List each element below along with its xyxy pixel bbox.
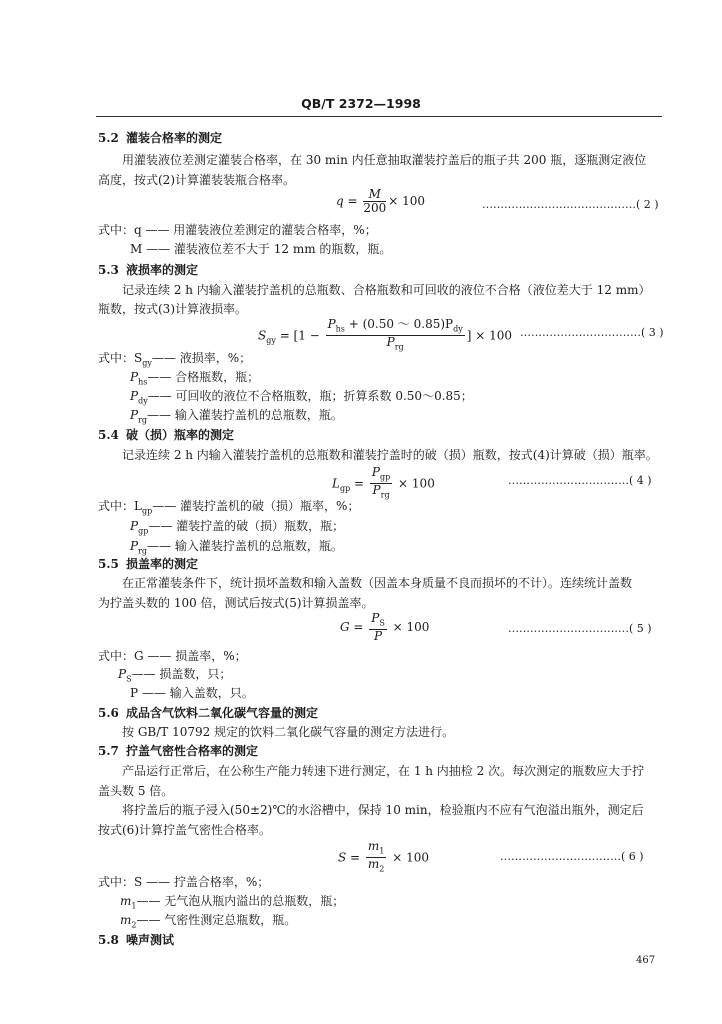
definition-Prg-2: $P_{rg}——$ 输入灌装拧盖机的总瓶数，瓶。 (130, 539, 343, 556)
section-5-2-paragraph-cont: 高度，按式(2)计算灌装装瓶合格率。 (98, 173, 295, 187)
section-5-2-heading: 5.2 灌装合格率的测定 (98, 131, 223, 145)
formula-5: G = $\frac{P_S}{P}$ × 100 (340, 611, 430, 644)
section-5-7-paragraph-2-cont: 按式(6)计算拧盖气密性合格率。 (98, 823, 271, 837)
page-number: 467 (636, 955, 656, 966)
equation-number-2: ……………………………………( 2 ) (482, 198, 659, 211)
definition-q: 式中：q —— 用灌装液位差测定的灌装合格率，%； (98, 223, 377, 237)
section-5-6-paragraph: 按 GB/T 10792 规定的饮料二氧化碳气容量的测定方法进行。 (122, 725, 455, 739)
section-5-3-paragraph: 记录连续 2 h 内输入灌装拧盖机的总瓶数、合格瓶数和可回收的液位不合格（液位差大于 12 mm） (122, 283, 651, 297)
equation-number-4: ……………………………( 4 ) (508, 474, 652, 487)
formula-3: $S_{gy} = [1$ − $\frac{P_{hs} + (0.50 \sim 0.85)P_{dy}}{P_{rg}}$ ] × 100 (258, 317, 513, 352)
section-5-3-heading: 5.3 液损率的测定 (98, 263, 199, 277)
definition-G: 式中：G —— 损盖率，%； (98, 649, 247, 663)
section-5-7-paragraph: 产品运行正常后，在公称生产能力转速下进行测定，在 1 h 内抽检 2 次。每次测定的瓶数应大于拧 (122, 764, 645, 778)
definition-Pgp: $P_{gp}——$ 灌装拧盖的破（损）瓶数，瓶； (130, 519, 345, 536)
definition-M: M —— 灌装液位差不大于 12 mm 的瓶数，瓶。 (130, 242, 392, 256)
section-5-5-paragraph-cont: 为拧盖头数的 100 倍，测试后按式(5)计算损盖率。 (98, 596, 374, 610)
section-5-7-heading: 5.7 拧盖气密性合格率的测定 (98, 744, 259, 758)
formula-4: $L_{gp}$ = $\frac{P_{gp}}{P_{rg}}$ × 100 (332, 465, 435, 500)
definition-S: 式中：S —— 拧盖合格率，%； (98, 875, 270, 889)
definition-Lgp: 式中：$L_{gp}——$ 灌装拧盖机的破（损）瓶率，%； (98, 499, 360, 516)
definition-m1: $m_1——$ 无气泡从瓶内溢出的总瓶数，瓶； (120, 894, 345, 911)
page-header: QB/T 2372—1998 (301, 96, 421, 111)
section-5-7-paragraph-cont: 盖头数 5 倍。 (98, 784, 174, 798)
equation-number-3: ……………………………( 3 ) (520, 326, 664, 339)
definition-P: P —— 输入盖数，只。 (130, 686, 254, 700)
section-5-5-paragraph: 在正常灌装条件下，统计损坏盖数和输入盖数（因盖本身质量不良而损坏的不计）。连续统计盖数 (122, 576, 633, 590)
section-5-8-heading: 5.8 噪声测试 (98, 933, 175, 947)
section-5-6-heading: 5.6 成品含气饮料二氧化碳气容量的测定 (98, 706, 319, 720)
section-5-5-heading: 5.5 损盖率的测定 (98, 557, 199, 571)
equation-number-5: ……………………………( 5 ) (508, 622, 652, 635)
definition-Pdy: $P_{dy}——$ 可回收的液位不合格瓶数，瓶；折算系数 0.50～0.85； (130, 389, 473, 406)
definition-Ps: $P_S——$ 损盖数，只； (118, 667, 232, 684)
header-rule (96, 116, 662, 117)
formula-2: q = $\frac{M}{200}$ × 100 (336, 187, 426, 215)
equation-number-6: ……………………………( 6 ) (500, 850, 644, 863)
definition-Sgy: 式中：$S_{gy}——$ 液损率，%； (98, 351, 252, 368)
definition-Prg: $P_{rg}——$ 输入灌装拧盖机的总瓶数，瓶。 (130, 408, 343, 425)
section-5-3-paragraph-cont: 瓶数，按式(3)计算液损率。 (98, 302, 247, 316)
definition-Phs: $P_{hs}——$ 合格瓶数，瓶； (130, 370, 260, 387)
section-5-7-paragraph-2: 将拧盖后的瓶子浸入(50±2)℃的水浴槽中，保持 10 min，检验瓶内不应有气泡溢出瓶外，测定后 (122, 803, 644, 817)
section-5-2-paragraph: 用灌装液位差测定灌装合格率，在 30 min 内任意抽取灌装拧盖后的瓶子共 200 瓶，逐瓶测定液位 (122, 153, 647, 167)
definition-m2: $m_2——$ 气密性测定总瓶数，瓶。 (120, 913, 297, 930)
formula-6: S = $\frac{m_1}{m_2}$ × 100 (338, 839, 429, 874)
section-5-4-paragraph: 记录连续 2 h 内输入灌装拧盖机的总瓶数和灌装拧盖时的破（损）瓶数，按式(4)计算破（损）瓶率。 (122, 448, 658, 462)
section-5-4-heading: 5.4 破（损）瓶率的测定 (98, 428, 235, 442)
